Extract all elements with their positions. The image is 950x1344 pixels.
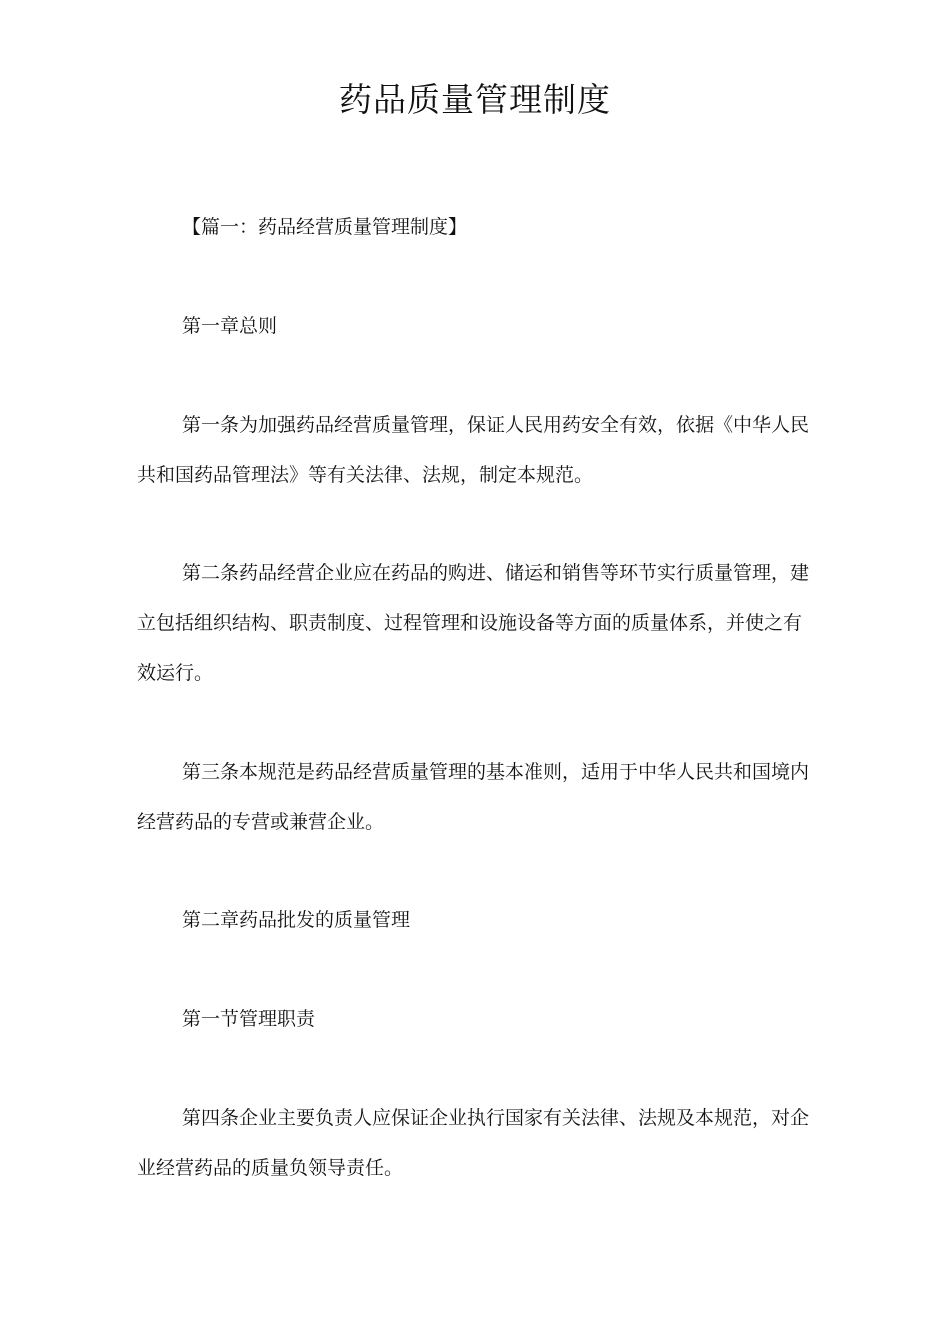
- section-heading-1: 第一节管理职责: [182, 1008, 316, 1030]
- article-4: 第四条企业主要负责人应保证企业执行国家有关法律、法规及本规范，对企业经营药品的质量负领导责任。: [137, 1107, 810, 1179]
- article-3: 第三条本规范是药品经营质量管理的基本准则，适用于中华人民共和国境内经营药品的专营或兼营企业。: [137, 761, 810, 833]
- document-title: 药品质量管理制度: [339, 80, 611, 119]
- section-header: 【篇一：药品经营质量管理制度】: [182, 216, 468, 238]
- article-2: 第二条药品经营企业应在药品的购进、储运和销售等环节实行质量管理，建立包括组织结构、职责制度、过程管理和设施设备等方面的质量体系，并使之有效运行。: [137, 562, 810, 684]
- chapter-heading-2: 第二章药品批发的质量管理: [182, 909, 411, 931]
- chapter-heading-1: 第一章总则: [182, 315, 278, 337]
- article-1: 第一条为加强药品经营质量管理，保证人民用药安全有效，依据《中华人民共和国药品管理法》等有关法律、法规，制定本规范。: [137, 414, 810, 486]
